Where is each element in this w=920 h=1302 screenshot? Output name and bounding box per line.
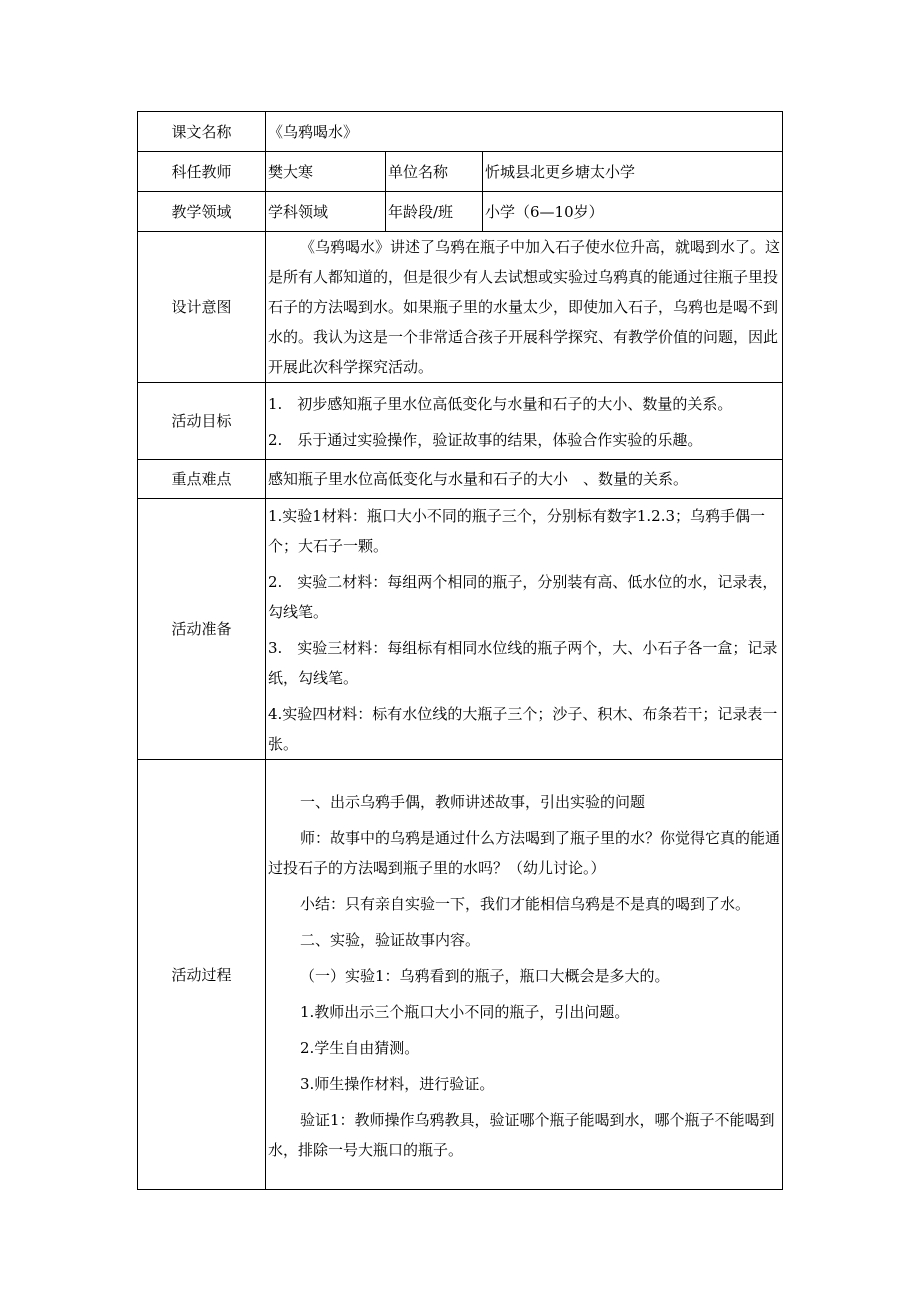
lesson-name-label: 课文名称: [138, 112, 266, 152]
row-domain: [138, 192, 783, 232]
unit-value: 忻城县北更乡塘太小学: [483, 152, 783, 192]
design-label: 设计意图: [138, 232, 266, 383]
domain-label: 教学领域: [138, 192, 266, 232]
key-points-text: 感知瓶子里水位高低变化与水量和石子的大小 、数量的关系。: [266, 460, 783, 499]
process-para-8: 3.师生操作材料，进行验证。: [300, 1074, 495, 1093]
row-prep: [138, 499, 783, 760]
domain-value: 学科领域: [266, 192, 386, 232]
row-design: [138, 232, 783, 383]
row-lesson-name: [138, 112, 783, 152]
age-label: 年龄段/班: [386, 192, 483, 232]
prep-item-3: 3. 实验三材料：每组标有相同水位线的瓶子两个，大、小石子各一盒；记录纸，勾线笔。: [268, 639, 778, 687]
lesson-plan-table: [137, 111, 783, 1190]
teacher-label: 科任教师: [138, 152, 266, 192]
process-para-3: 小结：只有亲自实验一下，我们才能相信乌鸦是不是真的喝到了水。: [300, 894, 751, 913]
prep-item-1: 1.实验1材料：瓶口大小不同的瓶子三个，分别标有数字1.2.3；乌鸦手偶一个；大石子一颗。: [268, 507, 766, 555]
process-para-4: 二、实验，验证故事内容。: [300, 930, 481, 949]
age-value: 小学（6—10岁）: [483, 192, 783, 232]
prep-label: 活动准备: [138, 499, 266, 760]
goal-item-1: 1. 初步感知瓶子里水位高低变化与水量和石子的大小、数量的关系。: [268, 395, 733, 413]
process-label: 活动过程: [138, 760, 266, 1190]
teacher-value: 樊大寒: [266, 152, 386, 192]
design-text: 《乌鸦喝水》讲述了乌鸦在瓶子中加入石子使水位升高，就喝到水了。这是所有人都知道的，但是很少有人去试想或实验过乌鸦真的能通过往瓶子里投石子的方法喝到水。如果瓶子里的水量太少，即使加入石子，乌鸦也是喝不到水的。我认为这是一个非常适合孩子开展科学探究、有教学价值的问题，因此开展此次科学探究活动。: [268, 238, 781, 376]
row-process: [138, 760, 783, 1190]
process-para-5: （一）实验1：乌鸦看到的瓶子，瓶口大概会是多大的。: [300, 966, 670, 985]
process-para-6: 1.教师出示三个瓶口大小不同的瓶子，引出问题。: [300, 1002, 630, 1021]
key-points-label: 重点难点: [138, 460, 266, 499]
lesson-name-value: 《乌鸦喝水》: [266, 112, 783, 152]
goals-label: 活动目标: [138, 383, 266, 460]
process-para-1: 一、出示乌鸦手偶，教师讲述故事，引出实验的问题: [300, 792, 646, 811]
process-para-9: 验证1：教师操作乌鸦教具，验证哪个瓶子能喝到水，哪个瓶子不能喝到水，排除一号大瓶口的瓶子。: [268, 1110, 775, 1159]
process-para-7: 2.学生自由猜测。: [300, 1038, 420, 1057]
row-key-points: [138, 460, 783, 499]
prep-item-2: 2. 实验二材料：每组两个相同的瓶子，分别装有高、低水位的水，记录表，勾线笔。: [268, 573, 778, 621]
goal-item-2: 2. 乐于通过实验操作，验证故事的结果，体验合作实验的乐趣。: [268, 431, 703, 449]
row-goals: [138, 383, 783, 460]
prep-item-4: 4.实验四材料：标有水位线的大瓶子三个；沙子、积木、布条若干；记录表一张。: [268, 705, 778, 753]
unit-label: 单位名称: [386, 152, 483, 192]
process-para-2: 师：故事中的乌鸦是通过什么方法喝到了瓶子里的水？你觉得它真的能通过投石子的方法喝到瓶子里的水吗？（幼儿讨论。）: [268, 828, 781, 877]
row-teacher: [138, 152, 783, 192]
